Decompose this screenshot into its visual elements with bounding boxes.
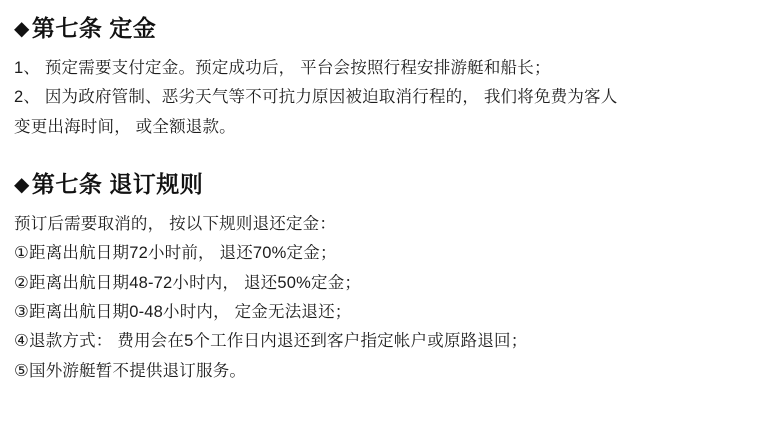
section-refund-heading-text: 第七条 退订规则 [31,170,204,197]
section-refund [14,170,756,386]
refund-intro: 预订后需要取消的， 按以下规则退还定金： [14,214,337,233]
deposit-line-2: 2、 因为政府管制、恶劣天气等不可抗力原因被迫取消行程的， 我们将免费为客人 [14,88,618,107]
refund-rule-4: ④退款方式： 费用会在5个工作日内退还到客户指定帐户或原路退回； [14,332,528,351]
diamond-marker-icon: ◆ [14,18,30,40]
refund-rule-1: ①距离出航日期72小时前， 退还70%定金； [14,244,337,263]
section-deposit-heading-text: 第七条 定金 [31,15,157,41]
refund-rule-5: ⑤国外游艇暂不提供退订服务。 [14,361,247,380]
section-deposit [14,14,756,142]
refund-rule-2: ②距离出航日期48-72小时内， 退还50%定金； [14,273,362,292]
section-deposit-body [14,54,754,142]
refund-rule-3: ③距离出航日期0-48小时内， 定金无法退还； [14,302,352,321]
deposit-line-3: 变更出海时间， 或全额退款。 [14,117,236,136]
diamond-marker-icon: ◆ [14,173,30,196]
section-deposit-heading [14,14,756,44]
section-refund-heading [14,170,756,200]
section-refund-body [14,210,754,386]
deposit-line-1: 1、 预定需要支付定金。预定成功后， 平台会按照行程安排游艇和船长； [14,58,551,77]
